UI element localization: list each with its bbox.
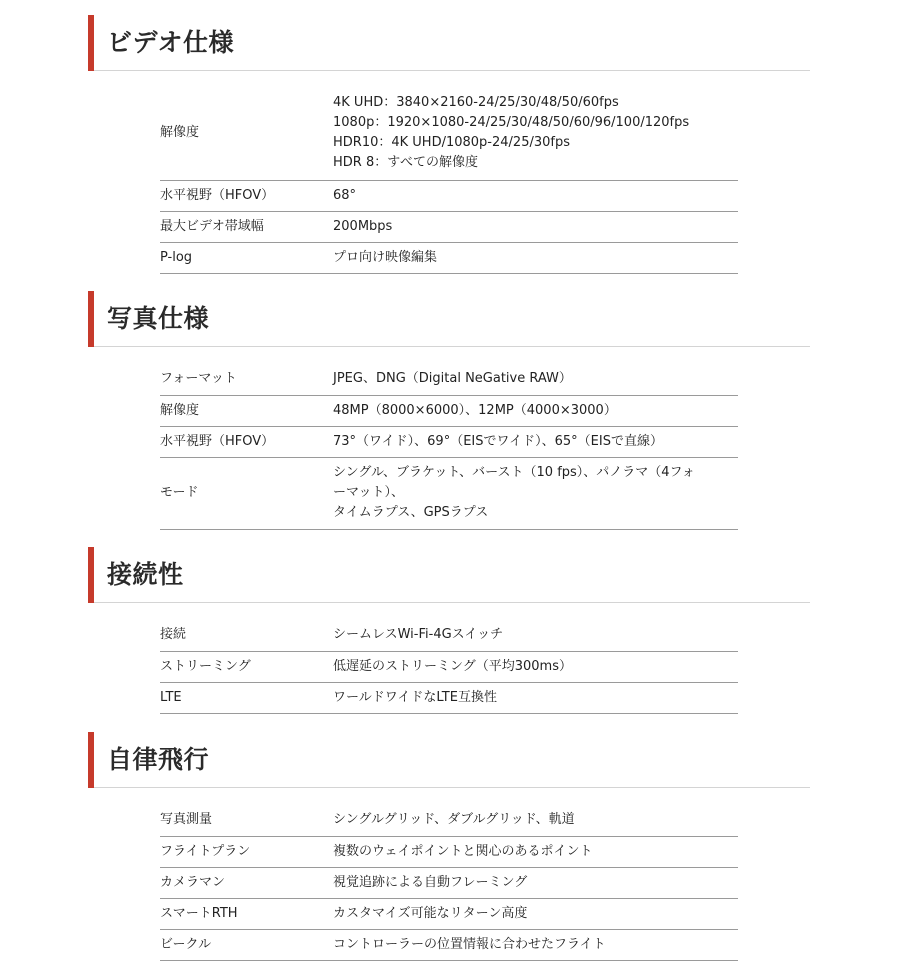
spec-table: [160, 805, 738, 961]
spec-row: [160, 682, 738, 713]
section-accent-bar: [88, 732, 94, 788]
section-accent-bar: [88, 15, 94, 71]
spec-value-line: 4K UHD：3840×2160-24/25/30/48/50/60fps: [333, 95, 619, 111]
spec-label: 解像度: [160, 87, 333, 180]
spec-label: LTE: [160, 682, 333, 713]
spec-value-line: HDR10：4K UHD/1080p-24/25/30fps: [333, 135, 570, 151]
spec-value: [333, 426, 738, 457]
spec-row: [160, 836, 738, 867]
spec-value-line: タイムラプス、GPSラプス: [333, 505, 489, 520]
section-title: 写真仕様: [107, 304, 210, 333]
spec-value: [333, 87, 738, 180]
spec-value-line: シングル、ブラケット、バースト（10 fps）、パノラマ（4フォ: [333, 465, 695, 480]
spec-value: [333, 242, 738, 273]
spec-table: [160, 620, 738, 714]
spec-value: [333, 457, 738, 529]
section-header: [88, 291, 810, 347]
spec-label: P-log: [160, 242, 333, 273]
spec-row: [160, 180, 738, 211]
spec-table: [160, 364, 738, 530]
section-title: 接続性: [107, 560, 184, 589]
spec-row: [160, 805, 738, 836]
spec-label: ストリーミング: [160, 651, 333, 682]
spec-table: [160, 87, 738, 274]
spec-label: モード: [160, 457, 333, 529]
spec-value-line: 視覚追跡による自動フレーミング: [333, 874, 528, 890]
spec-label: 解像度: [160, 395, 333, 426]
section-title: ビデオ仕様: [107, 28, 235, 57]
spec-label: フォーマット: [160, 364, 333, 395]
spec-value-line: プロ向け映像編集: [333, 249, 438, 265]
spec-value-line: 73°（ワイド）、69°（EISでワイド）、65°（EISで直線）: [333, 433, 663, 449]
spec-value: [333, 211, 738, 242]
spec-value-line: JPEG、DNG（Digital NeGative RAW）: [333, 371, 572, 387]
spec-row: [160, 242, 738, 273]
spec-value: [333, 929, 738, 960]
spec-value-line: 低遅延のストリーミング（平均300ms）: [333, 658, 572, 674]
spec-value: [333, 651, 738, 682]
section-accent-bar: [88, 547, 94, 603]
spec-row: [160, 651, 738, 682]
spec-row: [160, 457, 738, 529]
spec-value-line: シングルグリッド、ダブルグリッド、軌道: [333, 812, 575, 828]
spec-row: [160, 364, 738, 395]
spec-value: [333, 867, 738, 898]
spec-label: カメラマン: [160, 867, 333, 898]
spec-value: [333, 805, 738, 836]
spec-value-line: コントローラーの位置情報に合わせたフライト: [333, 936, 606, 952]
section-header: [88, 15, 810, 71]
spec-label: 水平視野（HFOV）: [160, 426, 333, 457]
spec-value: [333, 364, 738, 395]
spec-label: 最大ビデオ帯域幅: [160, 211, 333, 242]
spec-label: 水平視野（HFOV）: [160, 180, 333, 211]
spec-row: [160, 620, 738, 651]
spec-value-line: 複数のウェイポイントと関心のあるポイント: [333, 843, 593, 859]
spec-row: [160, 87, 738, 180]
spec-row: [160, 395, 738, 426]
spec-value: [333, 836, 738, 867]
spec-value-line: カスタマイズ可能なリターン高度: [333, 905, 528, 921]
spec-value: [333, 395, 738, 426]
spec-row: [160, 867, 738, 898]
spec-value-line: ワールドワイドなLTE互換性: [333, 689, 497, 705]
section-title: 自律飛行: [107, 745, 210, 774]
spec-value: [333, 620, 738, 651]
spec-row: [160, 898, 738, 929]
spec-value-line: 48MP（8000×6000）、12MP（4000×3000）: [333, 402, 617, 418]
spec-row: [160, 426, 738, 457]
section-header: [88, 547, 810, 603]
spec-label: スマートRTH: [160, 898, 333, 929]
spec-value-line: シームレスWi-Fi-4Gスイッチ: [333, 627, 504, 643]
spec-value: [333, 180, 738, 211]
spec-label: 接続: [160, 620, 333, 651]
spec-value: [333, 898, 738, 929]
spec-value-line: ーマット）、: [333, 485, 404, 500]
spec-label: 写真測量: [160, 805, 333, 836]
section-accent-bar: [88, 291, 94, 347]
section-header: [88, 732, 810, 788]
spec-value: [333, 682, 738, 713]
spec-value-line: 68°: [333, 187, 357, 203]
spec-value-line: 1080p：1920×1080-24/25/30/48/50/60/96/100/120fps: [333, 115, 690, 131]
spec-row: [160, 211, 738, 242]
spec-label: フライトプラン: [160, 836, 333, 867]
spec-label: ビークル: [160, 929, 333, 960]
spec-value-line: HDR 8：すべての解像度: [333, 155, 478, 171]
spec-row: [160, 929, 738, 960]
spec-value-line: 200Mbps: [333, 218, 393, 234]
